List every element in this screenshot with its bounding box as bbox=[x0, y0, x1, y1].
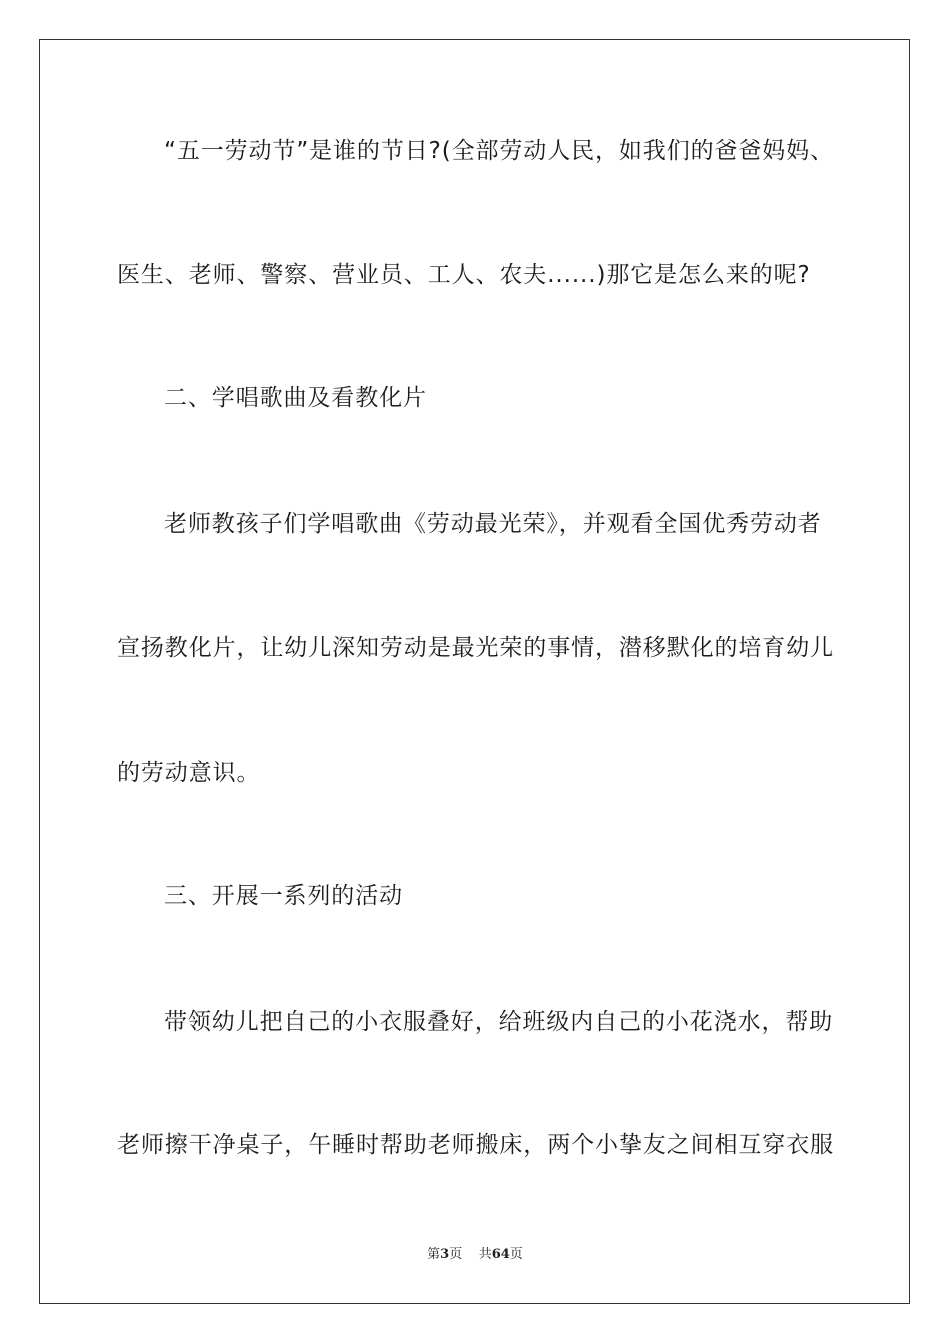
total-suffix: 页 bbox=[509, 1247, 523, 1262]
paragraph-line-3: 老师教孩子们学唱歌曲《劳动最光荣》，并观看全国优秀劳动者 bbox=[164, 511, 822, 537]
page-suffix: 页 bbox=[449, 1247, 463, 1262]
paragraph-line-2: 医生、老师、警察、营业员、工人、农夫......)那它是怎么来的呢? bbox=[117, 262, 811, 288]
paragraph-line-6: 带领幼儿把自己的小衣服叠好，给班级内自己的小花浇水，帮助 bbox=[164, 1009, 834, 1035]
page-border bbox=[39, 39, 910, 1304]
total-pages: 64 bbox=[491, 1247, 510, 1262]
section-heading-2: 二、学唱歌曲及看教化片 bbox=[164, 385, 427, 411]
paragraph-line-1: “五一劳动节”是谁的节日?(全部劳动人民，如我们的爸爸妈妈、 bbox=[164, 138, 835, 164]
page-prefix: 第 bbox=[427, 1247, 441, 1262]
paragraph-line-4: 宣扬教化片，让幼儿深知劳动是最光荣的事情，潜移默化的培育幼儿 bbox=[117, 635, 834, 661]
paragraph-line-7: 老师擦干净桌子，午睡时帮助老师搬床，两个小挚友之间相互穿衣服 bbox=[117, 1132, 834, 1158]
page-number: 3 bbox=[440, 1247, 450, 1262]
paragraph-line-5: 的劳动意识。 bbox=[117, 760, 261, 786]
total-prefix: 共 bbox=[478, 1247, 492, 1262]
page-footer bbox=[0, 1246, 950, 1264]
section-heading-3: 三、开展一系列的活动 bbox=[164, 883, 403, 909]
